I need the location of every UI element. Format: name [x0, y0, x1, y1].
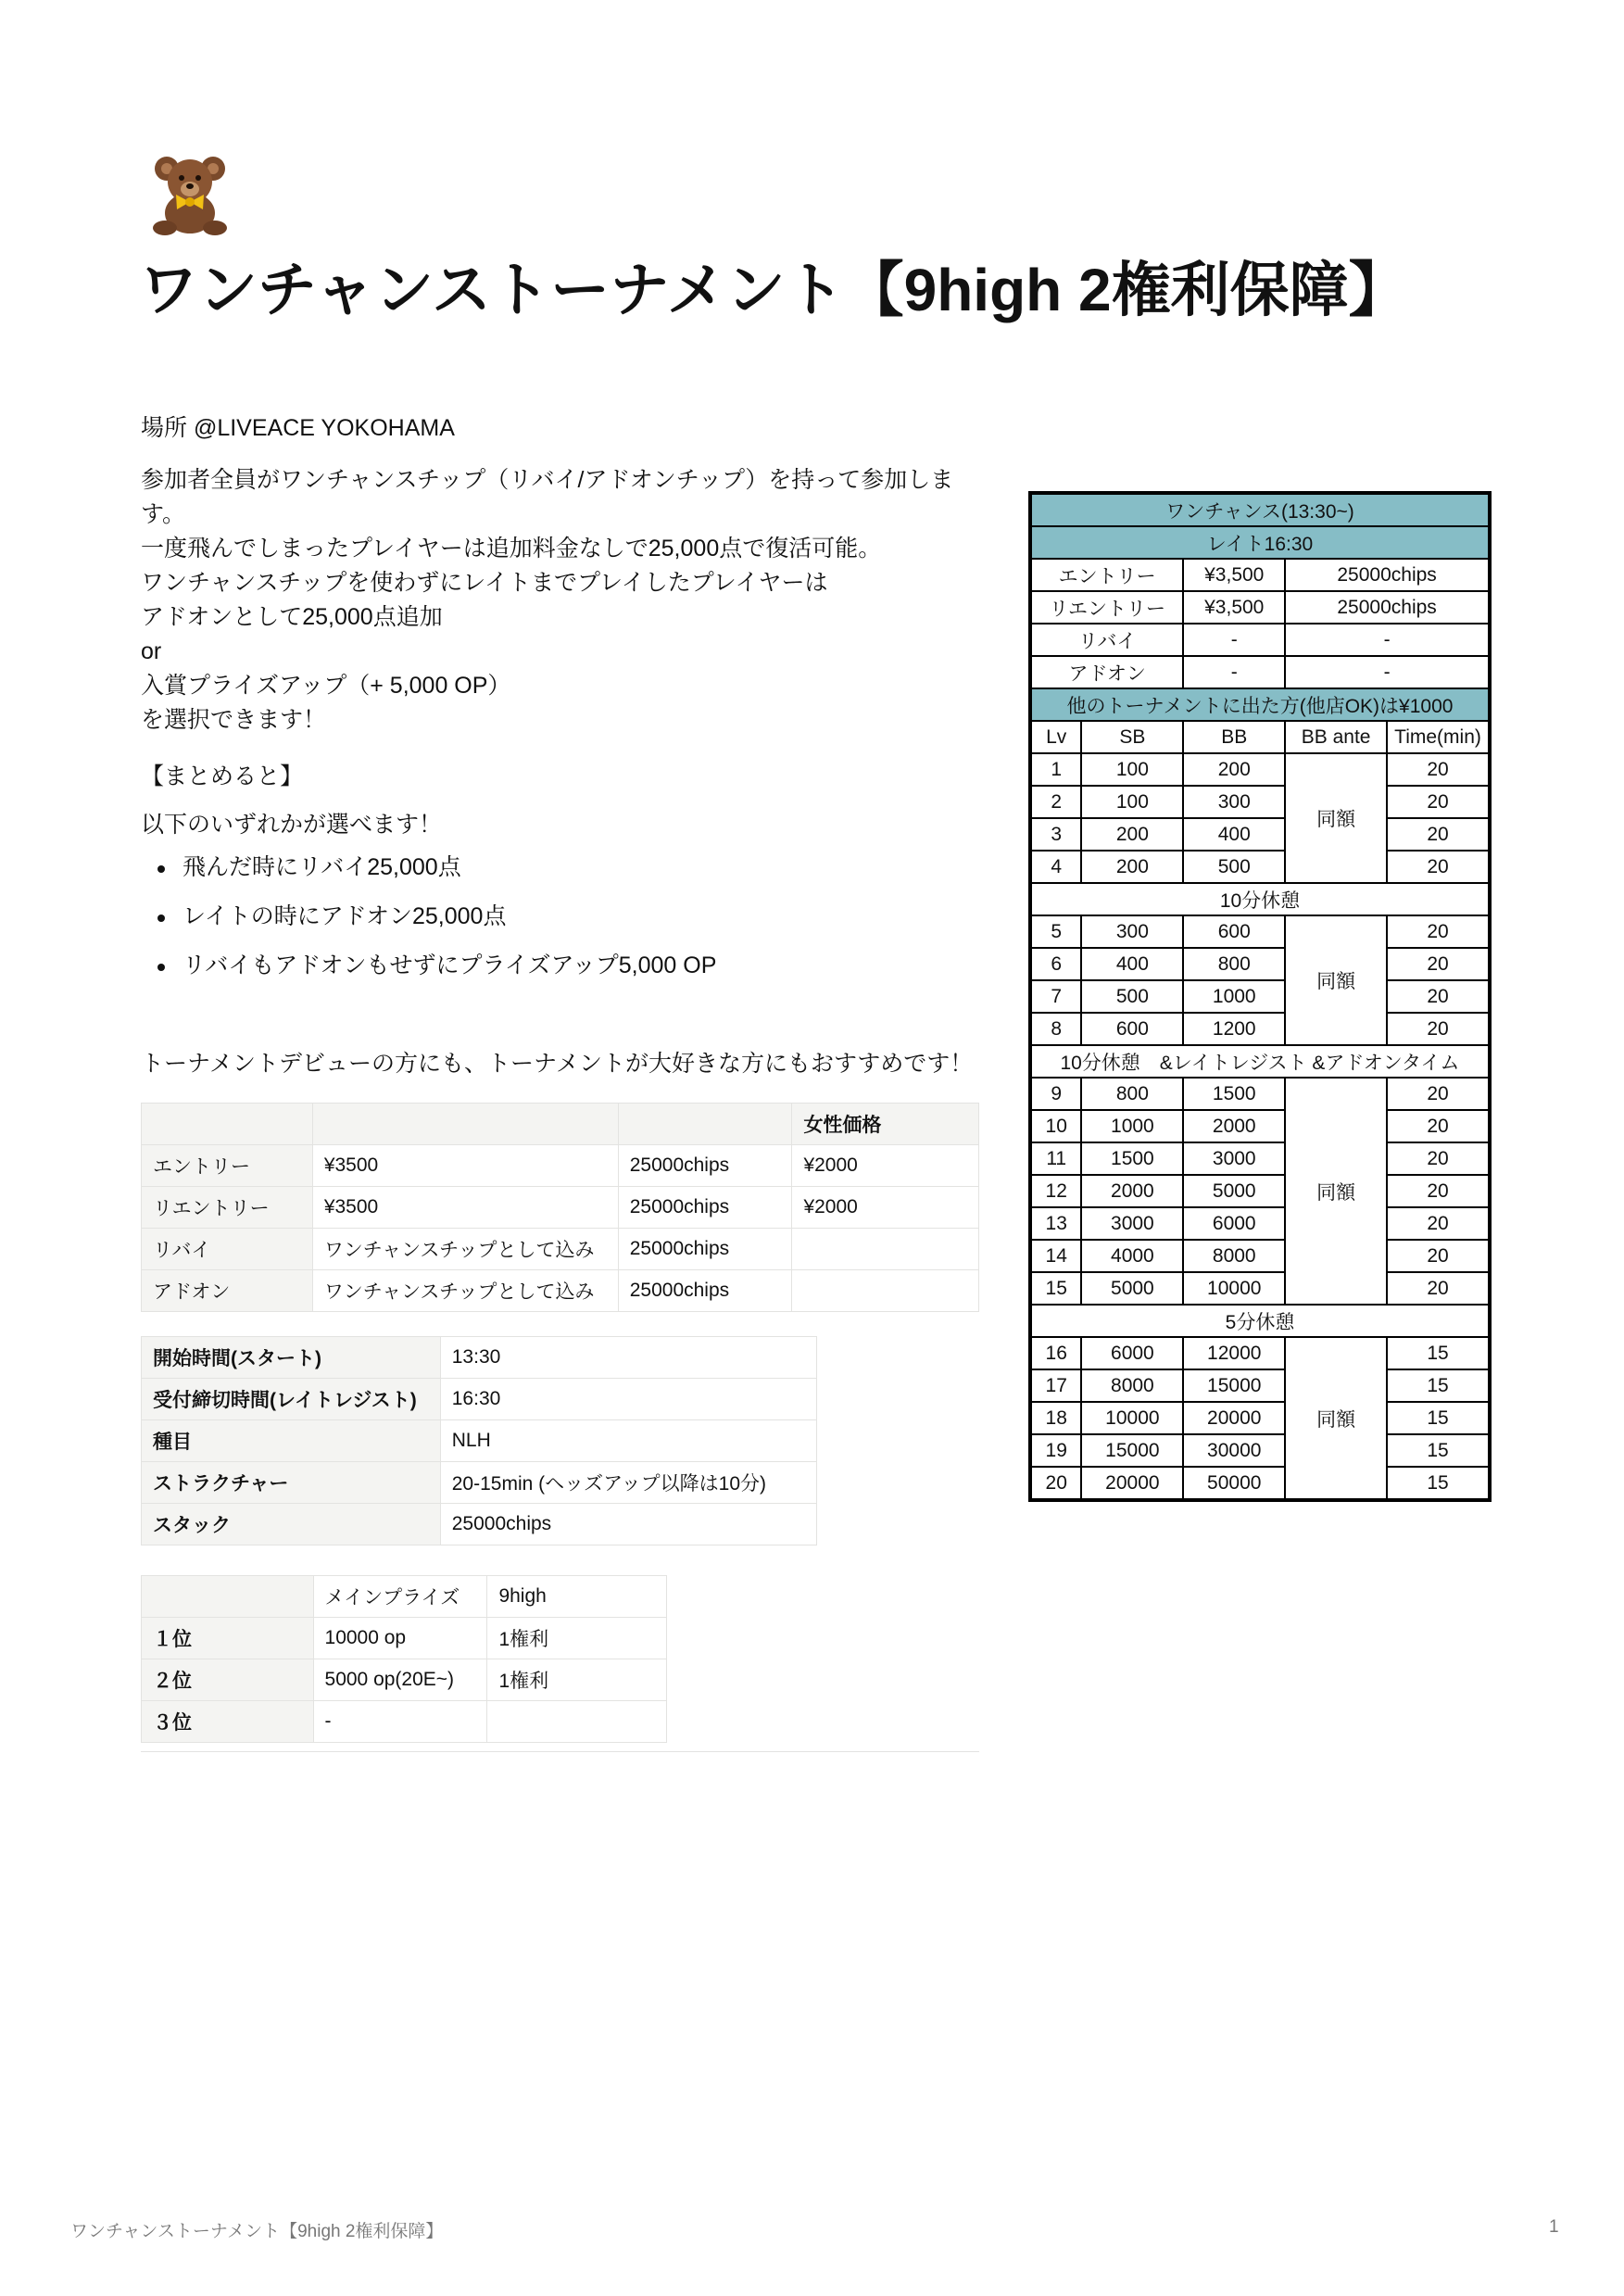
- table-cell: [487, 1701, 667, 1743]
- list-item: リバイもアドオンもせずにプライズアップ5,000 OP: [141, 941, 716, 990]
- table-cell: エントリー: [142, 1145, 313, 1187]
- table-header-cell: SB: [1081, 721, 1183, 753]
- table-cell: 20: [1387, 786, 1490, 818]
- table-row: [1030, 980, 1490, 1013]
- table-row: [142, 1270, 979, 1312]
- entry-price-table: [141, 1103, 979, 1312]
- table-cell: 3000: [1081, 1207, 1183, 1240]
- table-cell: 25000chips: [1285, 559, 1490, 591]
- table-cell: 1000: [1183, 980, 1285, 1013]
- table-cell: 400: [1183, 818, 1285, 851]
- table-cell: 20: [1387, 1013, 1490, 1045]
- table-cell: 20: [1387, 1240, 1490, 1272]
- table-row: [1030, 493, 1490, 526]
- break-row: 10分休憩: [1030, 883, 1490, 915]
- intro-line: 一度飛んでしまったプレイヤーは追加料金なしで25,000点で復活可能。: [141, 536, 882, 561]
- table-cell: ワンチャンスチップとして込み: [312, 1270, 618, 1312]
- table-cell: 500: [1081, 980, 1183, 1013]
- table-row: [142, 1187, 979, 1229]
- table-header-cell: Lv: [1030, 721, 1081, 753]
- table-cell: 8000: [1183, 1240, 1285, 1272]
- table-cell: 15: [1030, 1272, 1081, 1305]
- table-cell: 20: [1387, 1175, 1490, 1207]
- break-row: 5分休憩: [1030, 1305, 1490, 1337]
- table-cell: 16:30: [440, 1379, 816, 1420]
- table-cell: 8000: [1081, 1369, 1183, 1402]
- table-cell: 10000: [1081, 1402, 1183, 1434]
- table-row: [142, 1379, 817, 1420]
- table-cell: 20: [1387, 753, 1490, 786]
- intro-line: ワンチャンスチップを使わずにレイトまでプレイしたプレイヤーは: [141, 570, 828, 596]
- table-row: [1030, 1305, 1490, 1337]
- table-cell: 20: [1387, 1272, 1490, 1305]
- table-cell: ストラクチャー: [142, 1462, 441, 1504]
- table-header-cell: [142, 1104, 313, 1145]
- table-cell: 20: [1387, 1078, 1490, 1110]
- table-row: [142, 1145, 979, 1187]
- table-row: [142, 1337, 817, 1379]
- table-row: [1030, 786, 1490, 818]
- table-cell: 1200: [1183, 1013, 1285, 1045]
- ante-cell: 同額: [1285, 1337, 1387, 1500]
- table-cell: アドオン: [1030, 656, 1183, 688]
- table-row: [1030, 818, 1490, 851]
- table-cell: 200: [1183, 753, 1285, 786]
- table-row: [1030, 1078, 1490, 1110]
- table-cell: スタック: [142, 1504, 441, 1545]
- table-cell: 5000: [1081, 1272, 1183, 1305]
- table-cell: 10: [1030, 1110, 1081, 1142]
- table-cell: 2000: [1081, 1175, 1183, 1207]
- table-row: [1030, 624, 1490, 656]
- table-row: [1030, 1013, 1490, 1045]
- table-cell: 25000chips: [440, 1504, 816, 1545]
- table-cell: 6000: [1081, 1337, 1183, 1369]
- table-row: [1030, 526, 1490, 559]
- table-cell: 8: [1030, 1013, 1081, 1045]
- table-cell: 1権利: [487, 1659, 667, 1701]
- table-row: [1030, 656, 1490, 688]
- table-cell: 10000 op: [313, 1618, 487, 1659]
- table-row: [1030, 915, 1490, 948]
- ante-cell: 同額: [1285, 1078, 1387, 1305]
- teddy-bear-icon: [148, 148, 232, 237]
- tournament-info-table: [141, 1336, 817, 1545]
- blind-structure-table: [1028, 491, 1492, 1502]
- table-cell: 15: [1387, 1467, 1490, 1500]
- location-text: 場所 @LIVEACE YOKOHAMA: [141, 415, 455, 441]
- table-row: [1030, 948, 1490, 980]
- table-header-cell: [618, 1104, 792, 1145]
- table-cell: 18: [1030, 1402, 1081, 1434]
- table-cell: 15000: [1081, 1434, 1183, 1467]
- table-cell: 25000chips: [618, 1229, 792, 1270]
- table-row: [1030, 1402, 1490, 1434]
- table-cell: ¥2000: [792, 1145, 979, 1187]
- table-header-cell: 女性価格: [792, 1104, 979, 1145]
- table-cell: 13:30: [440, 1337, 816, 1379]
- table-cell: 1: [1030, 753, 1081, 786]
- intro-line: す。: [141, 501, 186, 527]
- table-cell: -: [1183, 656, 1285, 688]
- table-cell: 7: [1030, 980, 1081, 1013]
- table-row: [1030, 1434, 1490, 1467]
- table-row: [1030, 559, 1490, 591]
- table-cell: エントリー: [1030, 559, 1183, 591]
- intro-line: 入賞プライズアップ（+ 5,000 OP）: [141, 673, 511, 699]
- table-header-cell: BB: [1183, 721, 1285, 753]
- table-cell: 1権利: [487, 1618, 667, 1659]
- table-cell: 1500: [1183, 1078, 1285, 1110]
- table-cell: 100: [1081, 753, 1183, 786]
- table-cell: 500: [1183, 851, 1285, 883]
- table-cell: 15: [1387, 1434, 1490, 1467]
- table-cell: 1500: [1081, 1142, 1183, 1175]
- ante-cell: 同額: [1285, 753, 1387, 883]
- table-cell: 20: [1387, 1142, 1490, 1175]
- table-cell: 種目: [142, 1420, 441, 1462]
- table-cell: 20000: [1081, 1467, 1183, 1500]
- table-row: [1030, 883, 1490, 915]
- table-cell: リバイ: [142, 1229, 313, 1270]
- table-cell: ワンチャンスチップとして込み: [312, 1229, 618, 1270]
- table-row: [142, 1229, 979, 1270]
- table-cell: 300: [1081, 915, 1183, 948]
- table-cell: リエントリー: [1030, 591, 1183, 624]
- table-cell: 20: [1387, 915, 1490, 948]
- table-row: [1030, 1467, 1490, 1500]
- table-cell: 20: [1030, 1467, 1081, 1500]
- table-cell: リバイ: [1030, 624, 1183, 656]
- table-row: [142, 1701, 667, 1743]
- structure-title: ワンチャンス(13:30~): [1030, 493, 1490, 526]
- intro-text: [141, 463, 984, 738]
- table-cell: 15: [1387, 1402, 1490, 1434]
- table-cell: 6: [1030, 948, 1081, 980]
- table-row: [1030, 1142, 1490, 1175]
- table-cell: 20-15min (ヘッズアップ以降は10分): [440, 1462, 816, 1504]
- table-cell: 17: [1030, 1369, 1081, 1402]
- divider: [141, 1751, 979, 1752]
- table-cell: 20000: [1183, 1402, 1285, 1434]
- table-cell: 9: [1030, 1078, 1081, 1110]
- table-row: [1030, 1369, 1490, 1402]
- table-header-cell: メインプライズ: [313, 1576, 487, 1618]
- list-item: 飛んだ時にリバイ25,000点: [141, 843, 716, 892]
- table-row: [1030, 1110, 1490, 1142]
- table-header-cell: [142, 1576, 314, 1618]
- table-header-row: [142, 1576, 667, 1618]
- table-cell: 20: [1387, 1110, 1490, 1142]
- table-cell: NLH: [440, 1420, 816, 1462]
- table-cell: 2: [1030, 786, 1081, 818]
- table-cell: 100: [1081, 786, 1183, 818]
- table-row: [1030, 753, 1490, 786]
- summary-list: [141, 843, 716, 990]
- intro-line: or: [141, 638, 162, 664]
- page-title: ワンチャンストーナメント【9high 2権利保障】: [139, 257, 1408, 323]
- intro-line: を選択できます！: [141, 707, 327, 733]
- table-row: [1030, 688, 1490, 721]
- table-row: [1030, 851, 1490, 883]
- table-cell: ¥3500: [312, 1187, 618, 1229]
- table-cell: 5000 op(20E~): [313, 1659, 487, 1701]
- table-header-cell: BB ante: [1285, 721, 1387, 753]
- page-number: 1: [1549, 2217, 1559, 2237]
- table-cell: ¥3,500: [1183, 591, 1285, 624]
- ante-cell: 同額: [1285, 915, 1387, 1045]
- intro-line: アドオンとして25,000点追加: [141, 604, 443, 630]
- table-cell: ¥2000: [792, 1187, 979, 1229]
- table-cell: 19: [1030, 1434, 1081, 1467]
- table-row: [1030, 1045, 1490, 1078]
- table-cell: 開始時間(スタート): [142, 1337, 441, 1379]
- table-cell: 20: [1387, 1207, 1490, 1240]
- table-row: [1030, 1337, 1490, 1369]
- table-cell: 25000chips: [618, 1145, 792, 1187]
- table-cell: 1000: [1081, 1110, 1183, 1142]
- list-item: レイトの時にアドオン25,000点: [141, 892, 716, 941]
- table-row: [142, 1462, 817, 1504]
- table-cell: [792, 1229, 979, 1270]
- intro-line: 参加者全員がワンチャンスチップ（リバイ/アドオンチップ）を持って参加しま: [141, 467, 954, 493]
- table-cell: 200: [1081, 851, 1183, 883]
- table-cell: 600: [1081, 1013, 1183, 1045]
- table-header-row: [142, 1104, 979, 1145]
- table-cell: 800: [1183, 948, 1285, 980]
- table-cell: 5: [1030, 915, 1081, 948]
- summary-lead: 以下のいずれかが選べます！: [141, 812, 443, 838]
- table-cell: 15: [1387, 1369, 1490, 1402]
- table-cell: 10000: [1183, 1272, 1285, 1305]
- table-row: [1030, 591, 1490, 624]
- table-cell: 800: [1081, 1078, 1183, 1110]
- table-cell: 20: [1387, 818, 1490, 851]
- table-header-cell: Time(min): [1387, 721, 1490, 753]
- table-cell: 3000: [1183, 1142, 1285, 1175]
- table-cell: 400: [1081, 948, 1183, 980]
- table-row: [142, 1420, 817, 1462]
- table-cell: 600: [1183, 915, 1285, 948]
- table-cell: 受付締切時間(レイトレジスト): [142, 1379, 441, 1420]
- late-registration: レイト16:30: [1030, 526, 1490, 559]
- table-cell: 4000: [1081, 1240, 1183, 1272]
- table-cell: -: [1183, 624, 1285, 656]
- table-cell: ３位: [142, 1701, 314, 1743]
- table-cell: ２位: [142, 1659, 314, 1701]
- table-cell: 20: [1387, 980, 1490, 1013]
- table-cell: １位: [142, 1618, 314, 1659]
- table-cell: -: [1285, 624, 1490, 656]
- table-cell: リエントリー: [142, 1187, 313, 1229]
- table-cell: 20: [1387, 851, 1490, 883]
- table-cell: 6000: [1183, 1207, 1285, 1240]
- table-cell: 15000: [1183, 1369, 1285, 1402]
- table-cell: 25000chips: [618, 1187, 792, 1229]
- table-cell: -: [313, 1701, 487, 1743]
- table-row: [1030, 1272, 1490, 1305]
- table-cell: 15: [1387, 1337, 1490, 1369]
- prize-table: [141, 1575, 667, 1743]
- table-cell: 200: [1081, 818, 1183, 851]
- table-cell: 12: [1030, 1175, 1081, 1207]
- table-cell: ¥3500: [312, 1145, 618, 1187]
- table-cell: ¥3,500: [1183, 559, 1285, 591]
- footer-title: ワンチャンストーナメント【9high 2権利保障】: [70, 2222, 444, 2241]
- table-cell: 2000: [1183, 1110, 1285, 1142]
- table-row: [1030, 1175, 1490, 1207]
- table-row: [1030, 721, 1490, 753]
- table-header-cell: 9high: [487, 1576, 667, 1618]
- table-cell: 5000: [1183, 1175, 1285, 1207]
- table-cell: 25000chips: [618, 1270, 792, 1312]
- table-cell: 13: [1030, 1207, 1081, 1240]
- table-cell: 300: [1183, 786, 1285, 818]
- table-cell: 11: [1030, 1142, 1081, 1175]
- table-row: [142, 1504, 817, 1545]
- table-row: [142, 1618, 667, 1659]
- table-cell: 4: [1030, 851, 1081, 883]
- table-cell: アドオン: [142, 1270, 313, 1312]
- table-cell: 3: [1030, 818, 1081, 851]
- table-cell: 25000chips: [1285, 591, 1490, 624]
- table-cell: 50000: [1183, 1467, 1285, 1500]
- table-row: [1030, 1207, 1490, 1240]
- table-cell: 20: [1387, 948, 1490, 980]
- recommend-text: トーナメントデビューの方にも、トーナメントが大好きな方にもおすすめです！: [141, 1051, 974, 1077]
- discount-note: 他のトーナメントに出た方(他店OK)は¥1000: [1030, 688, 1490, 721]
- table-header-cell: [312, 1104, 618, 1145]
- table-row: [142, 1659, 667, 1701]
- break-row: 10分休憩 &レイトレジスト &アドオンタイム: [1030, 1045, 1490, 1078]
- table-cell: -: [1285, 656, 1490, 688]
- table-cell: 30000: [1183, 1434, 1285, 1467]
- table-cell: 14: [1030, 1240, 1081, 1272]
- table-cell: 12000: [1183, 1337, 1285, 1369]
- table-row: [1030, 1240, 1490, 1272]
- table-cell: 16: [1030, 1337, 1081, 1369]
- table-cell: [792, 1270, 979, 1312]
- summary-title: 【まとめると】: [141, 763, 304, 789]
